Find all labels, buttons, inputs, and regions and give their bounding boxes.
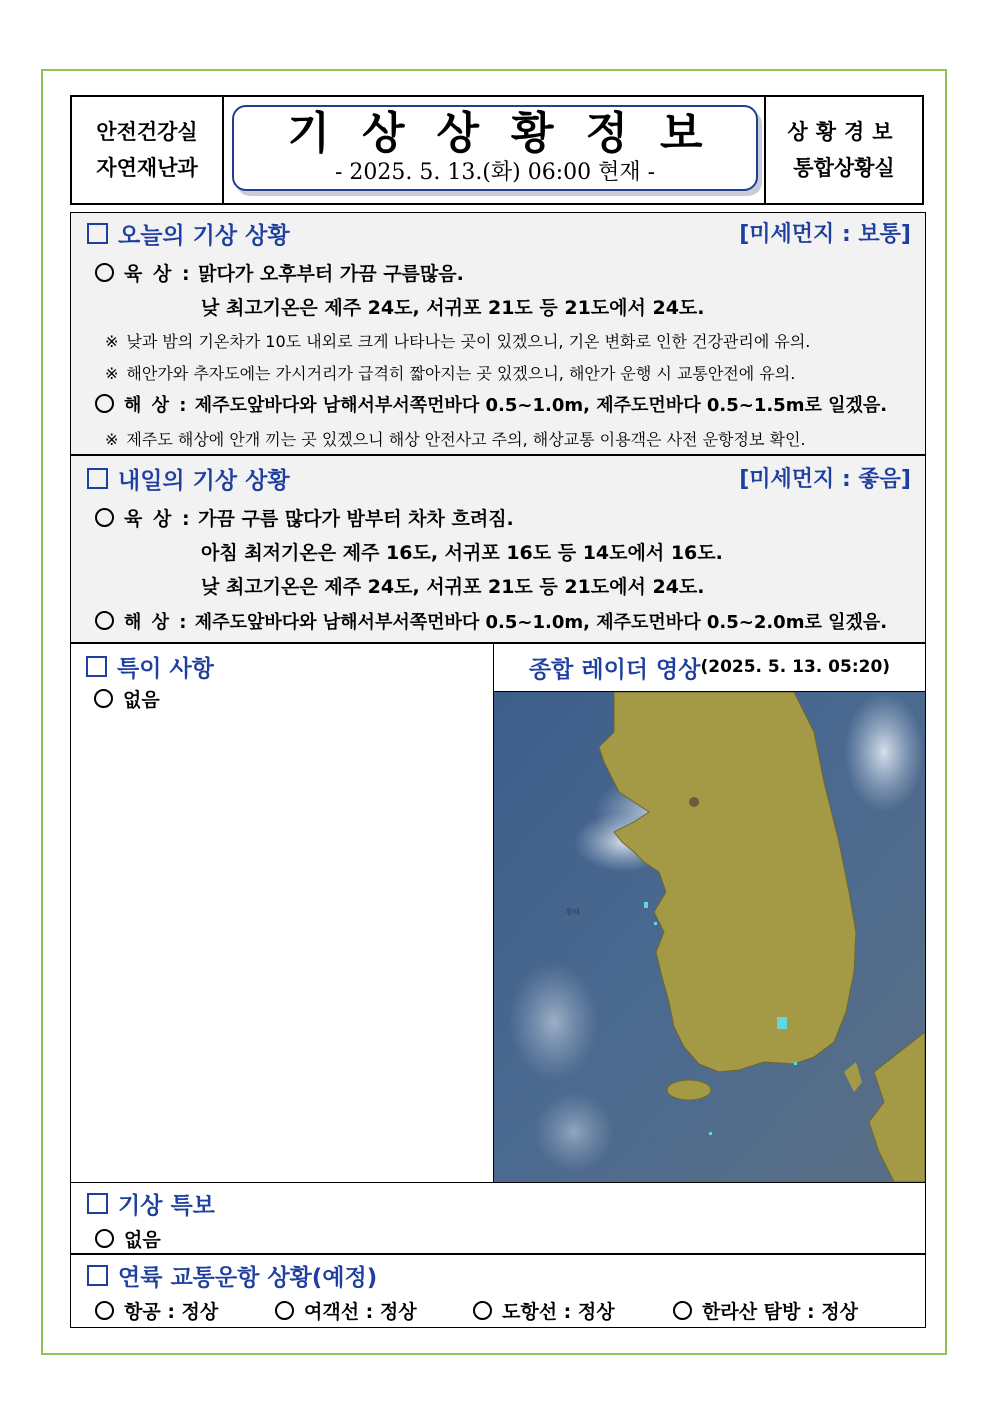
radar-echo [644, 902, 648, 908]
tomorrow-land-line2: 아침 최저기온은 제주 16도, 서귀포 16도 등 14도에서 16도. [201, 542, 723, 564]
radar-image [494, 692, 925, 1182]
circle-bullet-icon [673, 1301, 692, 1320]
tomorrow-dust: [미세먼지 : 좋음] [739, 467, 911, 492]
circle-bullet-icon [95, 508, 114, 527]
radar-map-svg [494, 692, 925, 1182]
today-note3: ※ 제주도 해상에 안개 끼는 곳 있겠으니 해상 안전사고 주의, 해상교통 이용객은 사전 운항정보 확인. [105, 430, 806, 449]
today-heading: 오늘의 기상 상황 [87, 217, 290, 250]
today-note1: ※ 낮과 밤의 기온차가 10도 내외로 크게 나타나는 곳이 있겠으니, 기온 변화로 인한 건강관리에 유의. [105, 332, 811, 351]
tomorrow-sea-line: 해 상 : 제주도앞바다와 남해서부서쪽먼바다 0.5~1.0m, 제주도먼바다 0.5~2.0m로 일겠음. [95, 608, 887, 634]
traffic-item-air: 항공 : 정상 [95, 1297, 218, 1324]
circle-bullet-icon [94, 689, 113, 708]
tomorrow-land-line3: 낮 최고기온은 제주 24도, 서귀포 21도 등 21도에서 24도. [201, 576, 705, 598]
radar-echo [654, 922, 657, 925]
traffic-item-ferry: 여객선 : 정상 [275, 1297, 417, 1324]
circle-bullet-icon [95, 394, 114, 413]
checkbox-icon [87, 1265, 108, 1286]
checkbox-icon [87, 1193, 108, 1214]
circle-bullet-icon [95, 1229, 114, 1248]
header [70, 95, 924, 205]
special-heading: 특이 사항 [86, 650, 214, 683]
warning-heading: 기상 특보 [87, 1187, 215, 1220]
circle-bullet-icon [275, 1301, 294, 1320]
tomorrow-heading: 내일의 기상 상황 [87, 462, 290, 495]
traffic-item-hallasan: 한라산 탐방 : 정상 [673, 1297, 858, 1324]
today-land-line1: 육 상 : 맑다가 오후부터 가끔 구름많음. [95, 259, 464, 286]
department-line2: 자연재난과 [96, 156, 198, 180]
circle-bullet-icon [95, 1301, 114, 1320]
checkbox-icon [87, 468, 108, 489]
tomorrow-land-line1: 육 상 : 가끔 구름 많다가 밤부터 차차 흐려짐. [95, 504, 514, 531]
today-section [70, 212, 926, 455]
circle-bullet-icon [95, 611, 114, 630]
department-cell [72, 97, 224, 203]
warning-section [70, 1182, 926, 1254]
sea-label-west: 황해 [566, 908, 580, 916]
checkbox-icon [86, 656, 107, 677]
tomorrow-section [70, 455, 926, 643]
today-note2: ※ 해안가와 추자도에는 가시거리가 급격히 짧아지는 곳 있겠으니, 해안가 운행 시 교통안전에 유의. [105, 364, 796, 383]
warning-item: 없음 [95, 1225, 161, 1252]
office-line2: 통합상황실 [793, 156, 895, 180]
city-marker [689, 797, 699, 807]
page-subtitle: - 2025. 5. 13.(화) 06:00 현재 - [334, 160, 656, 185]
page-title: 기상상황정보 [287, 108, 735, 159]
circle-bullet-icon [95, 263, 114, 282]
today-dust: [미세먼지 : 보통] [739, 222, 911, 247]
cloud-shape [509, 962, 599, 1082]
radar-echo [794, 1062, 797, 1065]
office-line1: 상황경보 [787, 120, 901, 144]
cloud-shape [844, 692, 924, 812]
traffic-heading: 연륙 교통운항 상황(예정) [87, 1259, 377, 1292]
today-land-line2: 낮 최고기온은 제주 24도, 서귀포 21도 등 21도에서 24도. [201, 297, 705, 319]
jeju-island [667, 1080, 711, 1100]
traffic-section [70, 1254, 926, 1328]
today-sea-line: 해 상 : 제주도앞바다와 남해서부서쪽먼바다 0.5~1.0m, 제주도먼바다 0.5~1.5m로 일겠음. [95, 391, 887, 417]
special-item: 없음 [94, 685, 160, 712]
radar-echo [709, 1132, 712, 1135]
traffic-item-island-ferry: 도항선 : 정상 [473, 1297, 615, 1324]
office-cell [764, 97, 922, 203]
department-line1: 안전건강실 [96, 120, 198, 144]
radar-echo [777, 1017, 787, 1029]
radar-title: 종합 레이더 영상 (2025. 5. 13. 05:20) [494, 643, 925, 692]
checkbox-icon [87, 223, 108, 244]
circle-bullet-icon [473, 1301, 492, 1320]
cloud-shape [534, 1092, 614, 1172]
title-box [232, 105, 758, 191]
